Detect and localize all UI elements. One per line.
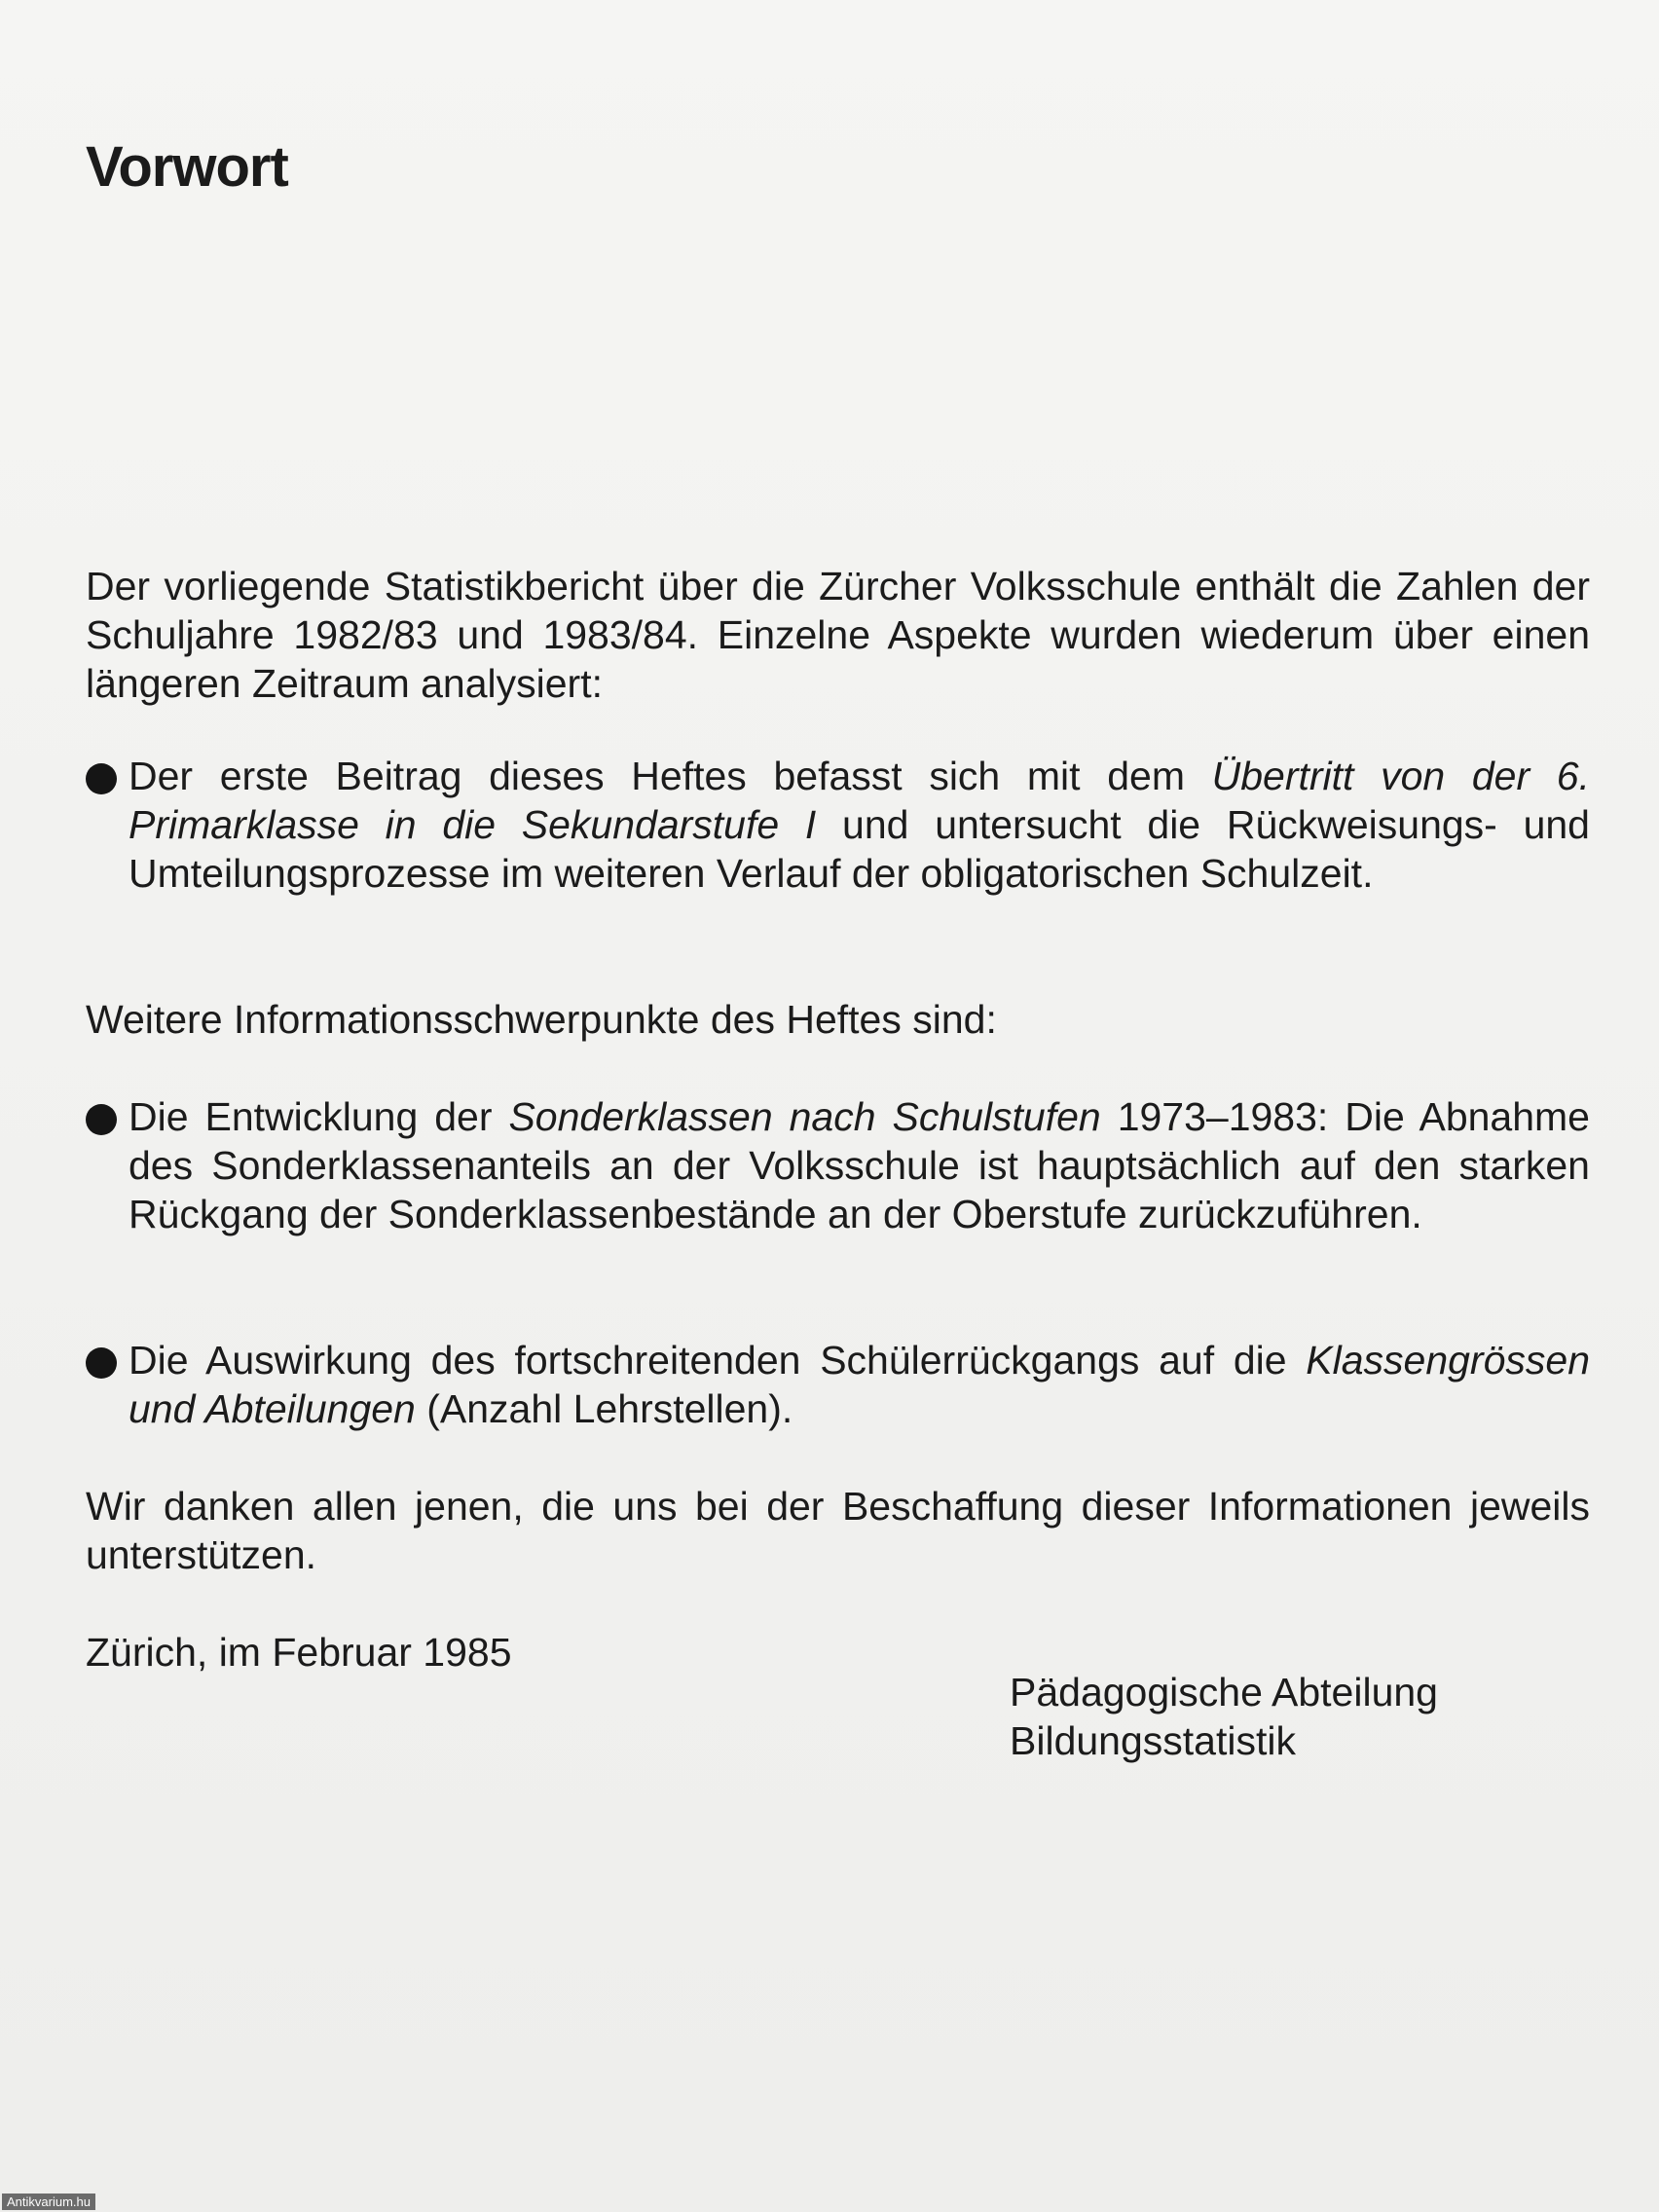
bullet-emphasis: Übertritt von der 6. Primarklasse in die Sekundarstufe I xyxy=(129,754,1590,847)
bullet-text-after: 1973–1983: Die Abnahme des Sonderklassenanteils an der Volksschule ist hauptsächlich auf den starken Rückgang der Sonderklassenbestände an der Oberstufe zurückzuführen. xyxy=(129,1094,1590,1236)
signature-unit: Bildungsstatistik xyxy=(1010,1718,1296,1763)
place-date: Zürich, im Februar 1985 xyxy=(86,1630,512,1675)
bullet-item-transition xyxy=(86,752,1590,898)
bullet-text-after: und untersucht die Rückweisungs- und Umteilungsprozesse im weiteren Verlauf der obligatorischen Schulzeit. xyxy=(129,802,1590,896)
bullet-text-after: (Anzahl Lehrstellen). xyxy=(415,1386,793,1431)
signature-block xyxy=(1010,1668,1438,1765)
bullet-item-class-sizes xyxy=(86,1336,1590,1433)
thanks-paragraph: Wir danken allen jenen, die uns bei der Beschaffung dieser Informationen jeweils unterstützen. xyxy=(86,1484,1590,1577)
bullet-dot-icon xyxy=(86,763,117,794)
signature-department: Pädagogische Abteilung xyxy=(1010,1670,1438,1714)
intro-paragraph: Der vorliegende Statistikbericht über die Zürcher Volksschule enthält die Zahlen der Schuljahre 1982/83 und 1983/84. Einzelne Aspekte wurden wiederum über einen längeren Zeitraum analysiert: xyxy=(86,564,1590,706)
bullet-text-before: Der erste Beitrag dieses Heftes befasst sich mit dem xyxy=(129,754,1212,798)
bullet-text-before: Die Entwicklung der xyxy=(129,1094,509,1139)
bullet-text-before: Die Auswirkung des fortschreitenden Schülerrückgangs auf die xyxy=(129,1338,1307,1382)
bullet-dot-icon xyxy=(86,1347,117,1379)
bullet-emphasis: Klassengrössen und Abteilungen xyxy=(129,1338,1590,1431)
page-title: Vorwort xyxy=(86,135,288,199)
bullet-dot-icon xyxy=(86,1104,117,1135)
focus-intro-paragraph: Weitere Informationsschwerpunkte des Heftes sind: xyxy=(86,997,997,1042)
bullet-emphasis: Sonderklassen nach Schulstufen xyxy=(508,1094,1101,1139)
watermark: Antikvarium.hu xyxy=(2,2194,95,2210)
bullet-item-special-classes xyxy=(86,1092,1590,1238)
